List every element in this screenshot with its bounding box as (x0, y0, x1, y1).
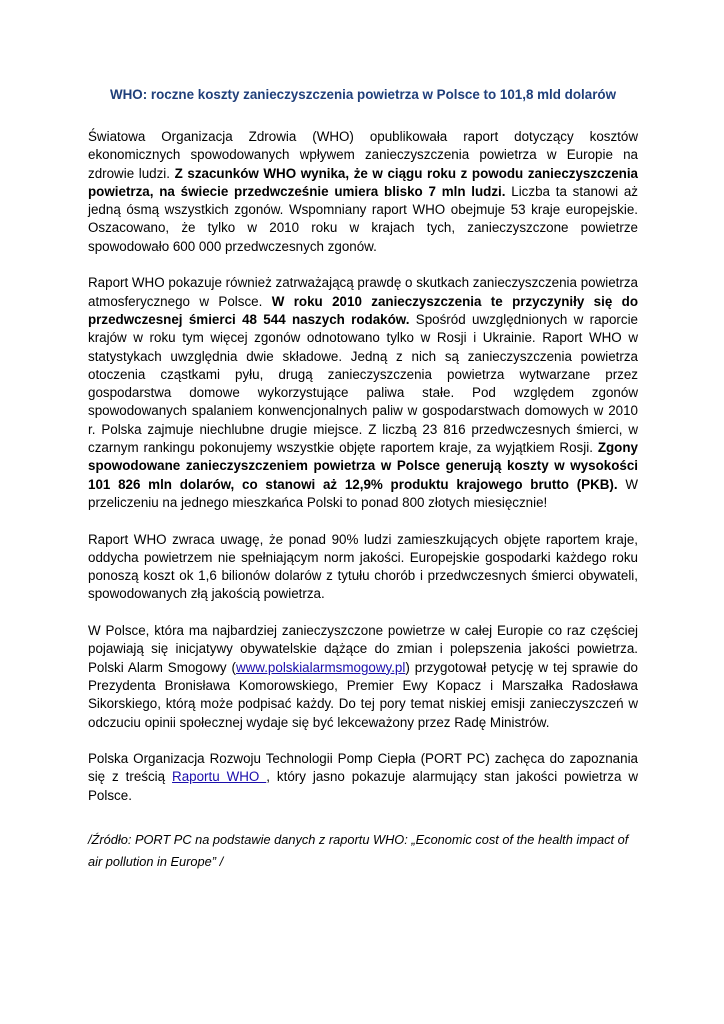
document-title: WHO: roczne koszty zanieczyszczenia powietrza w Polsce to 101,8 mld dolarów (109, 87, 616, 102)
bold-text: Zgony spowodowane zanieczyszczeniem powietrza w Polsce generują koszty w wysokości 101 826 mln dolarów, co stanowi aż 12,9% produktu krajowego brutto (PKB). (88, 440, 638, 492)
text: Liczba ta stanowi aż jedną ósmą wszystkich zgonów. Wspomniany raport WHO obejmuje 53 kraje europejskie. Oszacowano, że tylko w 2010 roku w krajach tych, zanieczyszczone powietrze spowodowało 600 000 przedwczesnych zgonów. (88, 183, 638, 254)
bold-text: W roku 2010 zanieczyszczenia te przyczyniły się do przedwczesnej śmierci 48 544 naszych rodaków. (88, 293, 638, 327)
text: W przeliczeniu na jednego mieszkańca Polski to ponad 800 złotych miesięcznie! (88, 476, 638, 510)
paragraph-poland-deaths (88, 274, 638, 512)
paragraph-citizen-initiatives (88, 622, 638, 732)
bold-text: Z szacunków WHO wynika, że w ciągu roku z powodu zanieczyszczenia powietrza, na świecie przedwcześnie umiera blisko 7 mln ludzi. (88, 165, 638, 199)
document-page (88, 86, 638, 873)
text: Raport WHO zwraca uwagę, że ponad 90% ludzi zamieszkujących objęte raportem kraje, oddycha powietrzem nie spełniającym norm jakości. Europejskie gospodarki każdego roku ponoszą koszt ok 1,6 bilionów dolarów z tytułu chorób i przedwczesnych śmierci obywateli, spowodowanych złą jakością powietrza. (88, 531, 638, 602)
text: ) przygotował petycję w tej sprawie do Prezydenta Bronisława Komorowskiego, Premier Ewy Kopacz i Marszałka Radosława Sikorskiego, którą może podpisać każdy. Do tej pory temat niskiej emisji zanieczyszczeń w odczuciu opinii społecznej wydaje się być lekceważony przez Radę Ministrów. (88, 659, 638, 730)
polski-alarm-smogowy-link[interactable]: www.polskialarmsmogowy.pl (235, 659, 406, 675)
paragraph-europe-costs (88, 531, 638, 604)
paragraph-port-pc (88, 750, 638, 805)
who-report-link[interactable]: Raportu WHO (172, 769, 267, 785)
text: Światowa Organizacja Zdrowia (WHO) opublikowała raport dotyczący kosztów ekonomicznych spowodowanych wpływem zanieczyszczenia powietrza w Europie na zdrowie ludzi. (88, 129, 638, 181)
text: , który jasno pokazuje alarmujący stan jakości powietrza w Polsce. (88, 769, 638, 803)
text: Raport WHO pokazuje również zatrważającą prawdę o skutkach zanieczyszczenia powietrza atmosferycznego w Polsce. (88, 275, 639, 309)
text: Polska Organizacja Rozwoju Technologii Pomp Ciepła (PORT PC) zachęca do zapoznania się z treścią (88, 751, 638, 785)
text: W Polsce, która ma najbardziej zanieczyszczone powietrze w całej Europie co raz częściej pojawiają się inicjatywy obywatelskie dążące do zmian i polepszenia jakości powietrza. Polski Alarm Smogowy ( (88, 623, 638, 675)
paragraph-who-report (88, 128, 638, 256)
text: Spośród uwzględnionych w raporcie krajów w roku tym więcej zgonów odnotowano tylko w Rosji i Ukrainie. Raport WHO w statystykach uwzględnia dwie składowe. Jedną z nich są zanieczyszczenia powietrza otoczenia cząstkami pyłu, drugą zanieczyszczenia powietrza wytwarzane przez gospodarstwa domowe wykorzystujące paliwa stałe. Pod względem zgonów spowodowanych spalaniem konwencjonalnych paliw w gospodarstwach domowych w 2010 r. Polska zajmuje niechlubne drugie miejsce. Z liczbą 23 816 przedwczesnych śmierci, w czarnym rankingu pokonujemy wszystkie objęte raportem kraje, za wyjątkiem Rosji. (88, 311, 638, 456)
source-note: /Źródło: PORT PC na podstawie danych z raportu WHO: „Economic cost of the health impact of air pollution in Europe” / (88, 831, 629, 869)
